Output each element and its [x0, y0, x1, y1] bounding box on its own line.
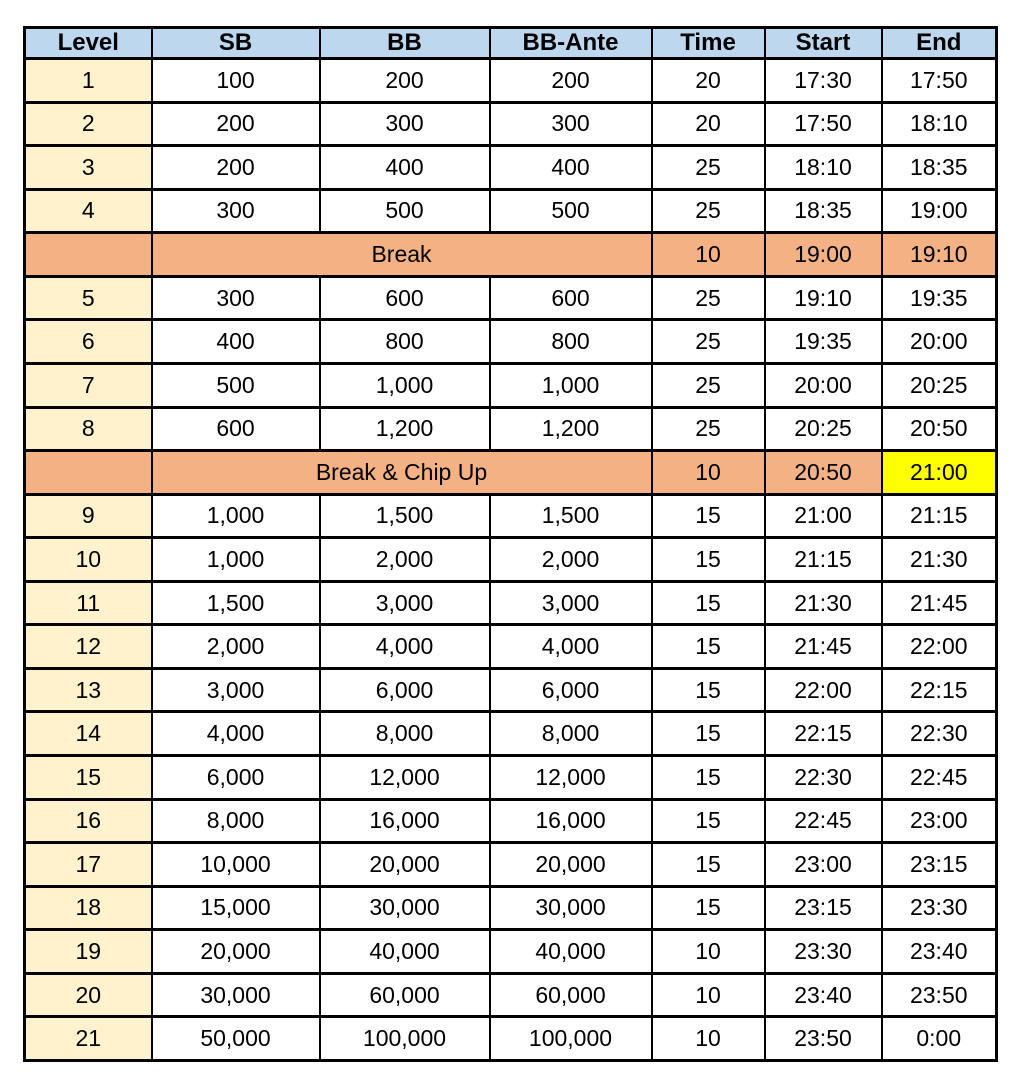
cell-sb: 300: [152, 276, 320, 320]
cell-level: 7: [25, 363, 152, 407]
cell-bb: 100,000: [320, 1017, 490, 1061]
cell-bb-ante: 20,000: [490, 843, 652, 887]
cell-level: 16: [25, 799, 152, 843]
level-row: [25, 146, 997, 190]
cell-end: 22:30: [882, 712, 997, 756]
break-end-cell: 19:10: [882, 233, 997, 277]
cell-start: 21:45: [765, 625, 882, 669]
cell-bb-ante: 40,000: [490, 930, 652, 974]
cell-time: 15: [652, 668, 765, 712]
cell-bb: 1,000: [320, 363, 490, 407]
level-row: [25, 407, 997, 451]
cell-bb: 2,000: [320, 538, 490, 582]
break-level-cell: [25, 451, 152, 495]
cell-time: 25: [652, 189, 765, 233]
cell-time: 20: [652, 102, 765, 146]
cell-level: 5: [25, 276, 152, 320]
break-time-cell: 10: [652, 233, 765, 277]
cell-start: 23:50: [765, 1017, 882, 1061]
table-header-row: [25, 28, 997, 59]
cell-bb-ante: 100,000: [490, 1017, 652, 1061]
cell-time: 15: [652, 756, 765, 800]
cell-end: 20:50: [882, 407, 997, 451]
break-label-cell: Break: [152, 233, 652, 277]
break-row: [25, 451, 997, 495]
cell-bb-ante: 1,500: [490, 494, 652, 538]
level-row: [25, 625, 997, 669]
cell-start: 21:15: [765, 538, 882, 582]
cell-bb-ante: 500: [490, 189, 652, 233]
cell-level: 13: [25, 668, 152, 712]
break-label-cell: Break & Chip Up: [152, 451, 652, 495]
cell-bb-ante: 12,000: [490, 756, 652, 800]
cell-sb: 2,000: [152, 625, 320, 669]
cell-bb-ante: 800: [490, 320, 652, 364]
cell-time: 20: [652, 59, 765, 103]
cell-time: 15: [652, 799, 765, 843]
cell-level: 10: [25, 538, 152, 582]
cell-start: 22:30: [765, 756, 882, 800]
blind-structure-table: [23, 26, 998, 1062]
cell-bb: 3,000: [320, 581, 490, 625]
cell-bb: 800: [320, 320, 490, 364]
cell-start: 17:30: [765, 59, 882, 103]
cell-end: 23:15: [882, 843, 997, 887]
cell-sb: 1,000: [152, 538, 320, 582]
cell-time: 25: [652, 276, 765, 320]
cell-level: 21: [25, 1017, 152, 1061]
cell-level: 6: [25, 320, 152, 364]
header-cell-level: Level: [25, 28, 152, 59]
cell-level: 8: [25, 407, 152, 451]
cell-end: 0:00: [882, 1017, 997, 1061]
break-start-cell: 19:00: [765, 233, 882, 277]
header-cell-bb-ante: BB-Ante: [490, 28, 652, 59]
break-end-cell: 21:00: [882, 451, 997, 495]
cell-level: 17: [25, 843, 152, 887]
cell-bb-ante: 16,000: [490, 799, 652, 843]
cell-sb: 500: [152, 363, 320, 407]
cell-time: 25: [652, 407, 765, 451]
cell-sb: 1,000: [152, 494, 320, 538]
break-level-cell: [25, 233, 152, 277]
cell-bb-ante: 30,000: [490, 886, 652, 930]
cell-time: 15: [652, 886, 765, 930]
cell-time: 15: [652, 494, 765, 538]
level-row: [25, 756, 997, 800]
cell-sb: 600: [152, 407, 320, 451]
header-cell-time: Time: [652, 28, 765, 59]
cell-level: 4: [25, 189, 152, 233]
cell-end: 21:15: [882, 494, 997, 538]
cell-sb: 200: [152, 102, 320, 146]
header-cell-start: Start: [765, 28, 882, 59]
cell-level: 11: [25, 581, 152, 625]
cell-sb: 20,000: [152, 930, 320, 974]
level-row: [25, 1017, 997, 1061]
cell-bb-ante: 200: [490, 59, 652, 103]
cell-level: 3: [25, 146, 152, 190]
cell-sb: 6,000: [152, 756, 320, 800]
cell-end: 22:15: [882, 668, 997, 712]
level-row: [25, 712, 997, 756]
cell-end: 23:40: [882, 930, 997, 974]
cell-level: 9: [25, 494, 152, 538]
cell-start: 20:00: [765, 363, 882, 407]
cell-bb: 500: [320, 189, 490, 233]
level-row: [25, 102, 997, 146]
table-body: [25, 59, 997, 1061]
break-row: [25, 233, 997, 277]
cell-end: 20:25: [882, 363, 997, 407]
cell-bb: 300: [320, 102, 490, 146]
cell-end: 18:10: [882, 102, 997, 146]
cell-bb-ante: 6,000: [490, 668, 652, 712]
cell-bb-ante: 600: [490, 276, 652, 320]
cell-sb: 4,000: [152, 712, 320, 756]
cell-time: 15: [652, 625, 765, 669]
cell-sb: 50,000: [152, 1017, 320, 1061]
cell-bb: 1,500: [320, 494, 490, 538]
level-row: [25, 538, 997, 582]
cell-time: 15: [652, 843, 765, 887]
cell-time: 15: [652, 581, 765, 625]
cell-end: 22:00: [882, 625, 997, 669]
cell-bb: 4,000: [320, 625, 490, 669]
cell-start: 20:25: [765, 407, 882, 451]
cell-bb: 16,000: [320, 799, 490, 843]
cell-level: 19: [25, 930, 152, 974]
cell-sb: 300: [152, 189, 320, 233]
cell-bb-ante: 300: [490, 102, 652, 146]
cell-start: 22:00: [765, 668, 882, 712]
header-cell-bb: BB: [320, 28, 490, 59]
cell-time: 10: [652, 973, 765, 1017]
cell-sb: 8,000: [152, 799, 320, 843]
header-cell-sb: SB: [152, 28, 320, 59]
cell-level: 2: [25, 102, 152, 146]
cell-bb: 200: [320, 59, 490, 103]
cell-level: 15: [25, 756, 152, 800]
cell-bb-ante: 2,000: [490, 538, 652, 582]
cell-time: 10: [652, 930, 765, 974]
cell-bb-ante: 3,000: [490, 581, 652, 625]
break-start-cell: 20:50: [765, 451, 882, 495]
blind-structure-container: [23, 26, 998, 1062]
cell-sb: 200: [152, 146, 320, 190]
break-time-cell: 10: [652, 451, 765, 495]
cell-end: 21:30: [882, 538, 997, 582]
cell-sb: 3,000: [152, 668, 320, 712]
cell-start: 22:45: [765, 799, 882, 843]
cell-bb: 600: [320, 276, 490, 320]
level-row: [25, 581, 997, 625]
cell-end: 20:00: [882, 320, 997, 364]
cell-bb: 30,000: [320, 886, 490, 930]
cell-bb-ante: 60,000: [490, 973, 652, 1017]
level-row: [25, 843, 997, 887]
level-row: [25, 363, 997, 407]
cell-end: 19:00: [882, 189, 997, 233]
cell-start: 21:30: [765, 581, 882, 625]
cell-bb: 6,000: [320, 668, 490, 712]
cell-level: 18: [25, 886, 152, 930]
cell-sb: 10,000: [152, 843, 320, 887]
level-row: [25, 886, 997, 930]
cell-time: 25: [652, 146, 765, 190]
level-row: [25, 59, 997, 103]
level-row: [25, 494, 997, 538]
cell-level: 12: [25, 625, 152, 669]
level-row: [25, 320, 997, 364]
cell-sb: 100: [152, 59, 320, 103]
cell-bb: 400: [320, 146, 490, 190]
cell-start: 23:40: [765, 973, 882, 1017]
cell-bb: 20,000: [320, 843, 490, 887]
cell-end: 18:35: [882, 146, 997, 190]
cell-start: 23:00: [765, 843, 882, 887]
cell-start: 19:10: [765, 276, 882, 320]
cell-end: 21:45: [882, 581, 997, 625]
level-row: [25, 668, 997, 712]
cell-level: 14: [25, 712, 152, 756]
cell-start: 23:15: [765, 886, 882, 930]
cell-end: 23:30: [882, 886, 997, 930]
cell-bb-ante: 400: [490, 146, 652, 190]
cell-sb: 15,000: [152, 886, 320, 930]
cell-start: 23:30: [765, 930, 882, 974]
cell-bb: 1,200: [320, 407, 490, 451]
cell-start: 19:35: [765, 320, 882, 364]
level-row: [25, 973, 997, 1017]
cell-end: 19:35: [882, 276, 997, 320]
cell-bb: 60,000: [320, 973, 490, 1017]
cell-end: 22:45: [882, 756, 997, 800]
level-row: [25, 930, 997, 974]
cell-bb: 8,000: [320, 712, 490, 756]
cell-start: 18:10: [765, 146, 882, 190]
cell-bb: 12,000: [320, 756, 490, 800]
cell-bb: 40,000: [320, 930, 490, 974]
level-row: [25, 799, 997, 843]
cell-end: 23:50: [882, 973, 997, 1017]
cell-sb: 30,000: [152, 973, 320, 1017]
cell-sb: 400: [152, 320, 320, 364]
cell-sb: 1,500: [152, 581, 320, 625]
cell-end: 23:00: [882, 799, 997, 843]
cell-time: 25: [652, 363, 765, 407]
cell-time: 15: [652, 712, 765, 756]
cell-start: 17:50: [765, 102, 882, 146]
cell-bb-ante: 8,000: [490, 712, 652, 756]
cell-level: 1: [25, 59, 152, 103]
cell-bb-ante: 1,000: [490, 363, 652, 407]
cell-time: 15: [652, 538, 765, 582]
cell-level: 20: [25, 973, 152, 1017]
header-cell-end: End: [882, 28, 997, 59]
cell-time: 10: [652, 1017, 765, 1061]
cell-time: 25: [652, 320, 765, 364]
cell-bb-ante: 4,000: [490, 625, 652, 669]
cell-bb-ante: 1,200: [490, 407, 652, 451]
cell-start: 21:00: [765, 494, 882, 538]
level-row: [25, 189, 997, 233]
cell-start: 18:35: [765, 189, 882, 233]
cell-end: 17:50: [882, 59, 997, 103]
cell-start: 22:15: [765, 712, 882, 756]
level-row: [25, 276, 997, 320]
